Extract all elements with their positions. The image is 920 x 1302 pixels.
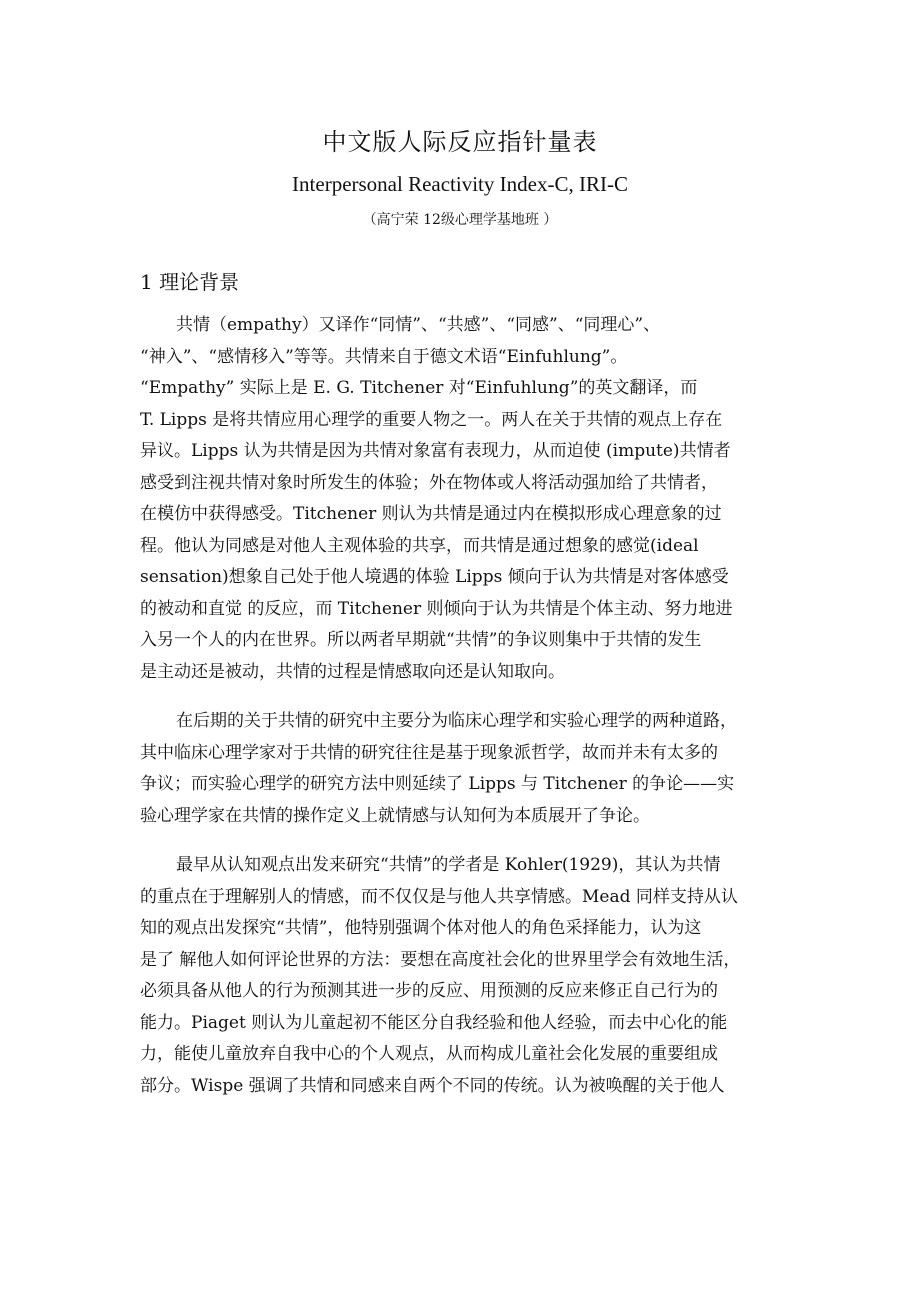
text-line: 最早从认知观点出发来研究“共情”的学者是 Kohler(1929)，其认为共情 bbox=[176, 855, 721, 875]
text-line: 知的观点出发探究“共情”，他特别强调个体对他人的角色采择能力，认为这 bbox=[140, 918, 702, 938]
text-line: “神入”、“感情移入”等等。共情来自于德文术语“Einfuhlung”。 bbox=[140, 346, 628, 367]
text-line: “Empathy” 实际上是 E. G. Titchener 对“Einfuhlung”的英文翻译，而 bbox=[140, 378, 698, 398]
text-line: 在后期的关于共情的研究中主要分为临床心理学和实验心理学的两种道路， bbox=[176, 711, 737, 731]
text-line: 能力。Piaget 则认为儿童起初不能区分自我经验和他人经验，而去中心化的能 bbox=[140, 1012, 728, 1033]
paragraph-1 bbox=[140, 310, 780, 688]
document-title: 中文版人际反应指针量表 bbox=[322, 128, 598, 156]
text-line: 必须具备从他人的行为预测其进一步的反应、用预测的反应来修正自己行为的 bbox=[140, 981, 718, 1001]
paragraph-2 bbox=[140, 706, 780, 832]
text-line: 程。他认为同感是对他人主观体验的共享，而共情是通过想象的感觉(ideal bbox=[140, 535, 699, 556]
document-subtitle-english: Interpersonal Reactivity Index-C, IRI-C bbox=[292, 172, 628, 196]
text-line: 共情（empathy）又译作“同情”、“共感”、“同感”、“同理心”、 bbox=[176, 315, 661, 335]
author-line: （高宁荣 12级心理学基地班 ） bbox=[362, 212, 558, 228]
paragraph-3 bbox=[140, 850, 780, 1102]
text-line: T. Lipps 是将共情应用心理学的重要人物之一。两人在关于共情的观点上存在 bbox=[140, 409, 723, 430]
text-line: 的重点在于理解别人的情感，而不仅仅是与他人共享情感。Mead 同样支持从认 bbox=[140, 886, 738, 907]
text-line: 异议。Lipps 认为共情是因为共情对象富有表现力，从而迫使 (impute)共情者 bbox=[140, 441, 731, 461]
text-line: 是了 解他人如何评论世界的方法：要想在高度社会化的世界里学会有效地生活， bbox=[140, 949, 741, 970]
text-line: 其中临床心理学家对于共情的研究往往是基于现象派哲学，故而并未有太多的 bbox=[140, 742, 718, 763]
text-line: sensation)想象自己处于他人境遇的体验 Lipps 倾向于认为共情是对客体感受 bbox=[140, 567, 729, 587]
text-line: 验心理学家在共情的操作定义上就情感与认知何为本质展开了争论。 bbox=[140, 805, 650, 826]
text-line: 的被动和直觉 的反应，而 Titchener 则倾向于认为共情是个体主动、努力地进 bbox=[140, 598, 733, 619]
text-line: 争议；而实验心理学的研究方法中则延续了 Lipps 与 Titchener 的争论——实 bbox=[140, 774, 735, 794]
text-line: 入另一个人的内在世界。所以两者早期就“共情”的争议则集中于共情的发生 bbox=[140, 630, 702, 650]
body-text bbox=[140, 310, 780, 1120]
text-line: 是主动还是被动，共情的过程是情感取向还是认知取向。 bbox=[140, 661, 565, 682]
text-line: 在模仿中获得感受。Titchener 则认为共情是通过内在模拟形成心理意象的过 bbox=[140, 504, 722, 524]
text-line: 部分。Wispe 强调了共情和同感来自两个不同的传统。认为被唤醒的关于他人 bbox=[140, 1075, 725, 1096]
text-line: 感受到注视共情对象时所发生的体验；外在物体或人将活动强加给了共情者， bbox=[140, 472, 718, 493]
section-heading: 1 理论背景 bbox=[140, 270, 240, 294]
text-line: 力，能使儿童放弃自我中心的个人观点，从而构成儿童社会化发展的重要组成 bbox=[140, 1044, 718, 1064]
